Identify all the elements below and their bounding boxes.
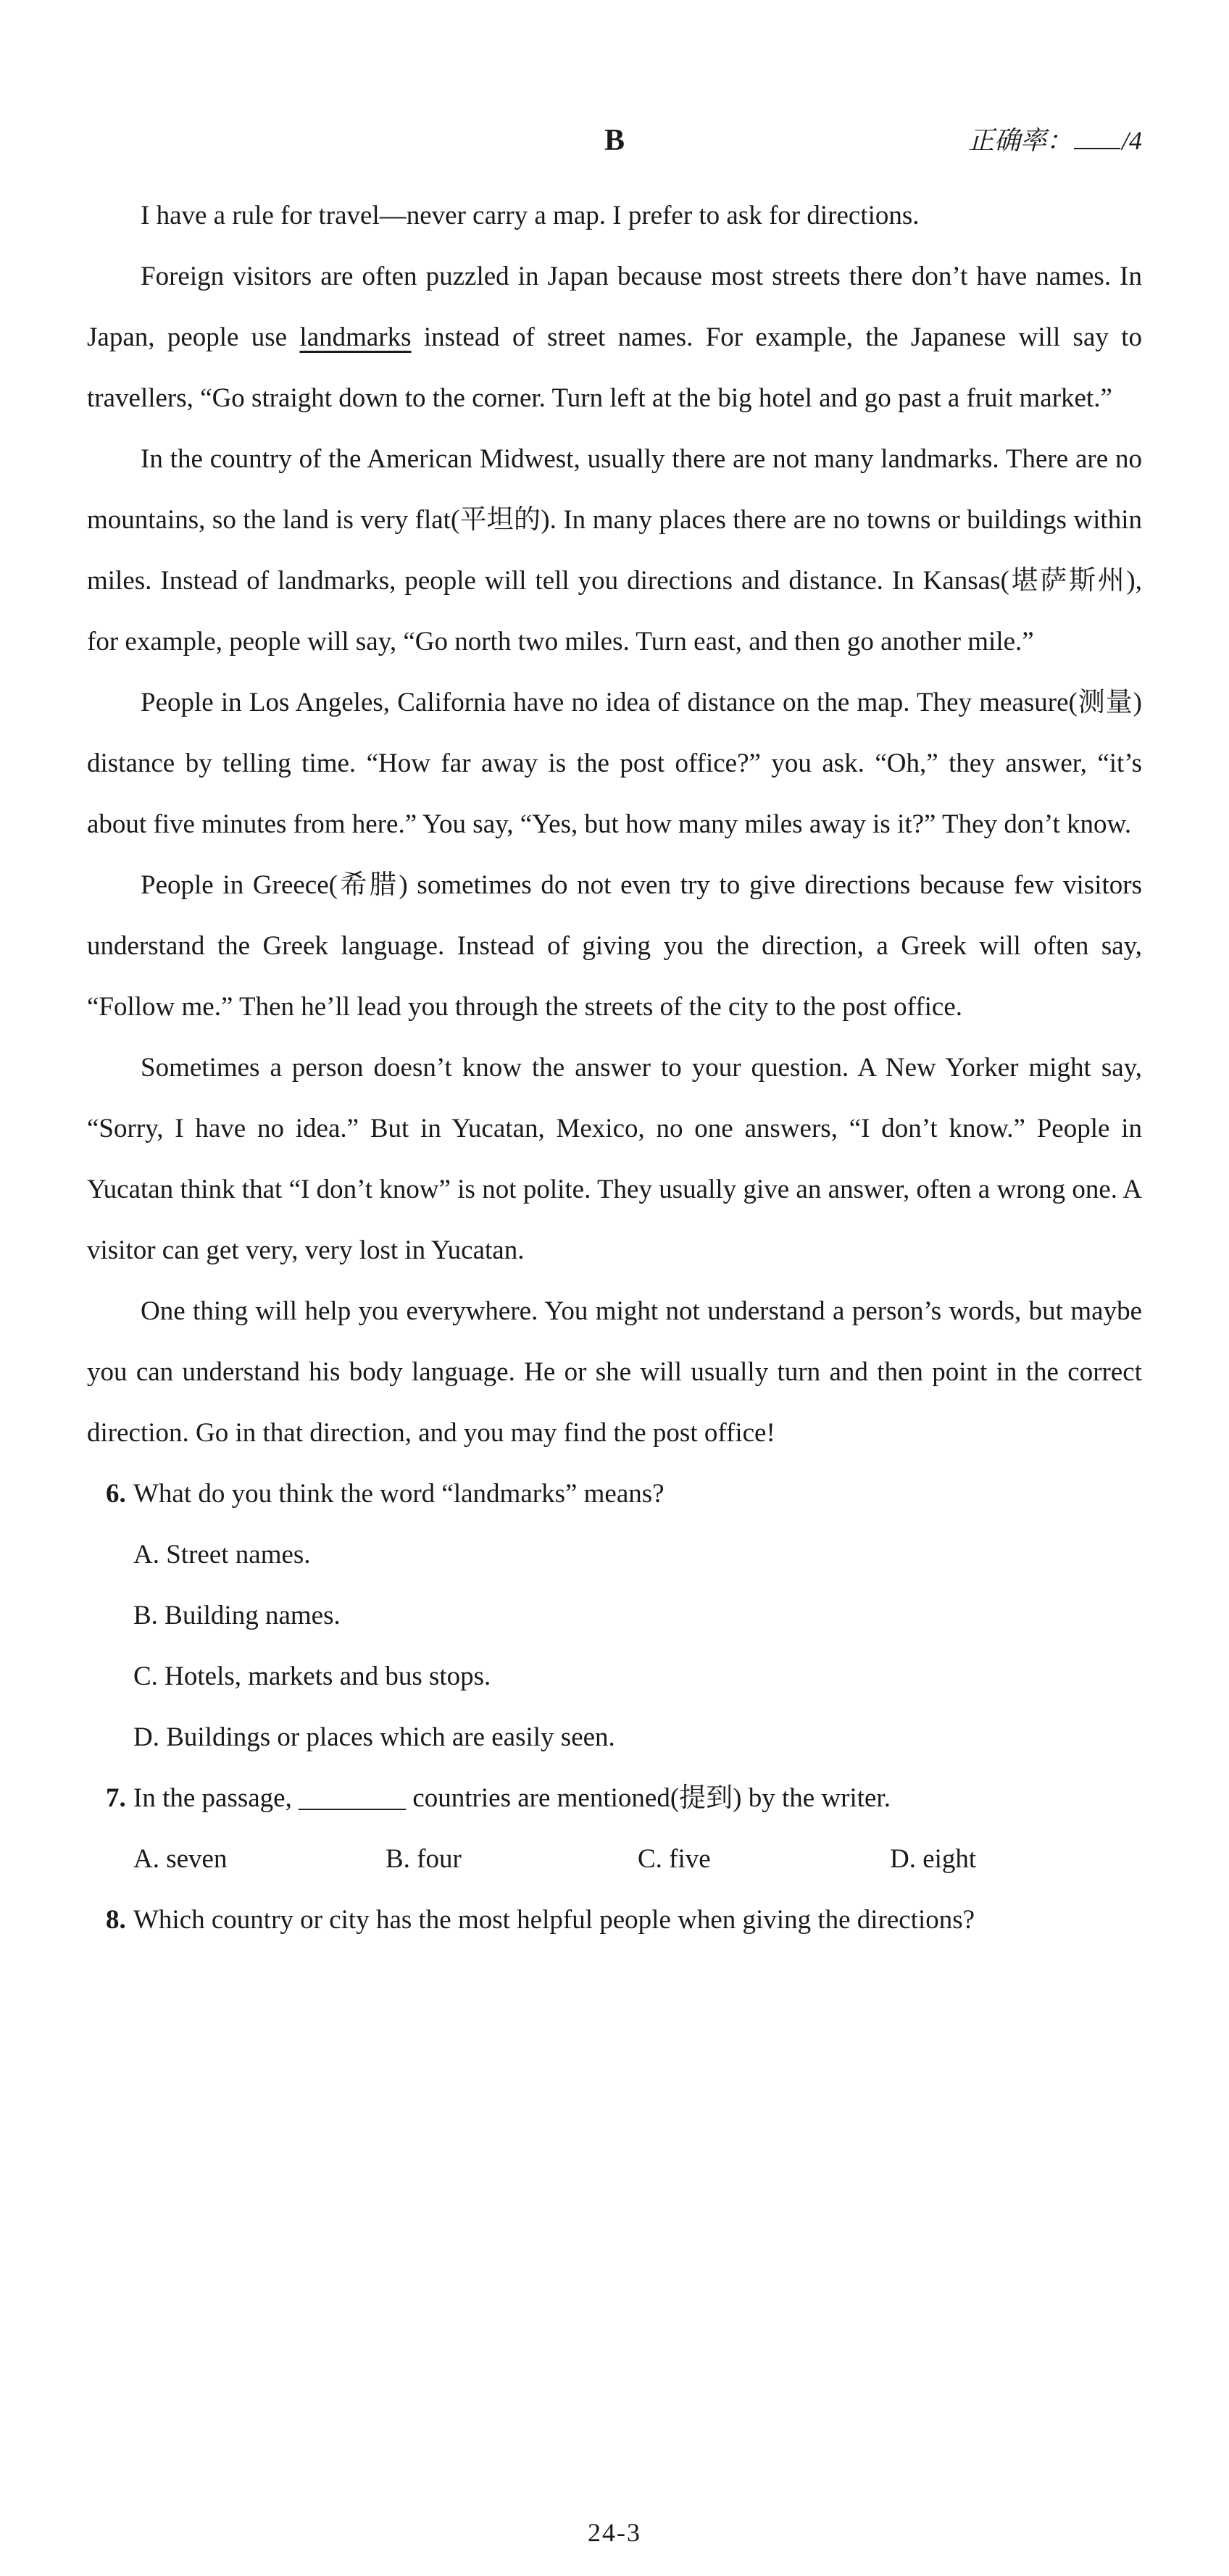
passage-paragraph-6: Sometimes a person doesn’t know the answer to your question. A New Yorker might say, “Sorry, I have no idea.” But in Yucatan, Mexico, no one answers, “I don’t know.” People in Yucatan think that “I don’t know” is not polite. They usually give an answer, often a wrong one. A visitor can get very, very lost in Yucatan. (87, 1053, 1142, 1265)
question-6-text: What do you think the word “landmarks” means? (133, 1479, 665, 1509)
question-8 (87, 1890, 1142, 1951)
question-6-number: 6. (106, 1479, 126, 1509)
question-8-body (133, 1890, 1142, 1951)
passage-paragraph-2-after: instead of street names. For example, the Japanese will say to travellers, “Go straight down to the corner. Turn left at the big hotel and go past a fruit market.” (87, 322, 1142, 413)
page-header (87, 110, 1142, 171)
score-denominator: /4 (1121, 126, 1142, 155)
question-6 (87, 1464, 1142, 1768)
question-8-text: Which country or city has the most helpful people when giving the directions? (133, 1905, 975, 1935)
score-blank-line (1074, 123, 1120, 149)
passage-paragraph-7: One thing will help you everywhere. You might not understand a person’s words, but maybe you can understand his body language. He or she will usually turn and then point in the correct direction. Go in that direction, and you may find the post office! (87, 1296, 1142, 1448)
question-list (87, 1464, 1142, 1951)
passage-paragraph-5: People in Greece(希腊) sometimes do not even try to give directions because few visitors understand the Greek language. Instead of giving you the direction, a Greek will often say, “Follow me.” Then he’ll lead you through the streets of the city to the post office. (87, 870, 1142, 1022)
question-6-option-a: A. Street names. (133, 1540, 311, 1570)
question-7-option-d: D. eight (890, 1844, 977, 1874)
passage-paragraph-3: In the country of the American Midwest, usually there are not many landmarks. There are no mountains, so the land is very flat(平坦的). In many places there are no towns or buildings within miles. Instead of landmarks, people will tell you directions and distance. In Kansas(堪萨斯州), for example, people will say, “Go north two miles. Turn east, and then go another mile.” (87, 444, 1142, 656)
reading-passage (87, 186, 1142, 1464)
question-7-option-b: B. four (386, 1844, 462, 1874)
question-6-option-c: C. Hotels, markets and bus stops. (133, 1662, 491, 1691)
passage-paragraph-4: People in Los Angeles, California have no idea of distance on the map. They measure(测量) distance by telling time. “How far away is the post office?” you ask. “Oh,” they answer, “it’s about five minutes from here.” You say, “Yes, but how many miles away is it?” They don’t know. (87, 688, 1142, 839)
passage-paragraph-2 (87, 246, 1142, 429)
question-7-option-c: C. five (638, 1844, 711, 1874)
score-area (968, 110, 1142, 171)
underlined-word-landmarks: landmarks (299, 322, 412, 352)
score-label: 正确率： (967, 126, 1072, 155)
question-7-body (133, 1768, 1142, 1890)
passage-paragraph-1: I have a rule for travel—never carry a map. I prefer to ask for directions. (141, 201, 920, 230)
question-7-options (133, 1829, 1142, 1890)
passage-paragraph-2-before: Foreign visitors are often puzzled in Japan because most streets there don’t have names. In Japan, people use (87, 262, 1142, 352)
question-8-number: 8. (106, 1905, 126, 1935)
question-7-option-a: A. seven (133, 1844, 228, 1874)
question-7-text: In the passage, ________ countries are mentioned(提到) by the writer. (133, 1783, 891, 1813)
section-title: B (604, 124, 625, 157)
page-number: 24-3 (588, 2518, 641, 2547)
question-6-body (133, 1464, 1142, 1768)
question-7 (87, 1768, 1142, 1890)
question-6-option-b: B. Building names. (133, 1601, 341, 1630)
question-7-number: 7. (106, 1783, 126, 1813)
question-6-option-d: D. Buildings or places which are easily seen. (133, 1722, 615, 1752)
